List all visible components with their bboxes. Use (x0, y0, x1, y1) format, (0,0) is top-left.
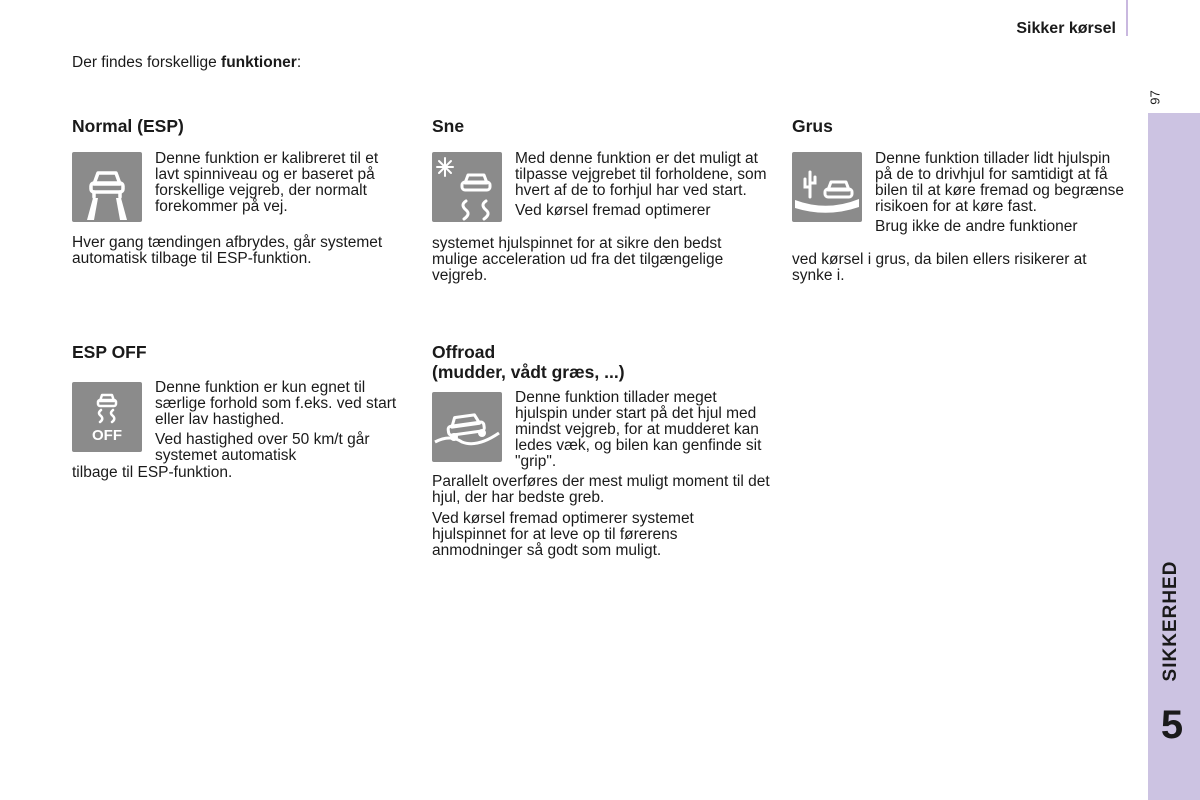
offroad-more (432, 474, 772, 564)
intro-prefix: Der findes forskellige (72, 54, 222, 71)
normal-description (155, 151, 395, 215)
header-divider (1126, 0, 1128, 36)
chapter-number: 5 (1160, 703, 1184, 747)
snow-desc-text: Med denne funktion er det muligt at tilpasse vejgrebet til forholdene, som hvert af de to forhjul har ved start. (515, 150, 767, 199)
intro-text (72, 54, 301, 72)
sand-paragraph: ved kørsel i grus, da bilen ellers risikerer at synke i. (792, 251, 1087, 284)
snow-more (432, 236, 762, 289)
offroad-desc-text: Denne funktion tillader meget hjulspin under start på det hjul med mindst vejgreb, for at mudderet kan ledes væk, og bilen kan genfinde sit "grip". (515, 389, 762, 470)
car-on-road-icon (72, 152, 142, 222)
normal-more (72, 235, 397, 272)
esp-off-title: ESP OFF (72, 342, 147, 362)
snow-title: Sne (432, 116, 465, 136)
offroad-subtitle: (mudder, vådt græs, ...) (432, 362, 625, 382)
sand-desc-text-2: Brug ikke de andre funktioner (875, 218, 1078, 235)
esp-off-more (72, 465, 397, 486)
intro-suffix: : (296, 54, 302, 71)
offroad-paragraph-2: Ved kørsel fremad optimerer systemet hjulspinnet for at leve op til førerens anmodninger så godt som muligt. (432, 510, 694, 559)
sand-description (875, 151, 1130, 235)
esp-off-icon-text: OFF (92, 427, 122, 444)
esp-off-icon (72, 382, 142, 452)
offroad-title: Offroad (432, 342, 496, 362)
sand-more (792, 252, 1122, 289)
snow-description (515, 151, 770, 219)
sand-desc-text: Denne funktion tillader lidt hjulspin på de to drivhjul for samtidigt at få bilen til at køre fremad og begrænse risikoen for at køre fast. (875, 150, 1124, 215)
esp-off-paragraph: tilbage til ESP-funktion. (72, 464, 233, 481)
page-number: 97 (1147, 90, 1163, 105)
offroad-paragraph-1: Parallelt overføres der mest muligt moment til det hjul, der har bedste greb. (432, 473, 770, 506)
sand-title: Grus (792, 116, 833, 136)
normal-desc-text: Denne funktion er kalibreret til et lavt spinniveau og er baseret på forskellige vejgreb, der normalt forekommer på vej. (155, 150, 379, 215)
offroad-description (515, 390, 770, 470)
esp-off-description (155, 380, 400, 464)
intro-bold: funktioner (221, 54, 297, 71)
normal-title: Normal (ESP) (72, 116, 184, 136)
chapter-label: SIKKERHED (1160, 560, 1181, 682)
snow-paragraph: systemet hjulspinnet for at sikre den bedst mulige acceleration ud fra det tilgængelige vejgreb. (432, 235, 724, 284)
normal-paragraph: Hver gang tændingen afbrydes, går systemet automatisk tilbage til ESP-funktion. (72, 234, 383, 267)
offroad-car-icon (432, 392, 502, 462)
esp-off-desc-text: Denne funktion er kun egnet til særlige forhold som f.eks. ved start eller lav hastighed. (155, 379, 397, 428)
snow-desc-text-2: Ved kørsel fremad optimerer (515, 202, 711, 219)
snowflake-car-icon (432, 152, 502, 222)
esp-off-desc-text-2: Ved hastighed over 50 km/t går systemet automatisk (155, 431, 370, 464)
cactus-car-icon (792, 152, 862, 222)
header-title: Sikker kørsel (1016, 20, 1116, 37)
